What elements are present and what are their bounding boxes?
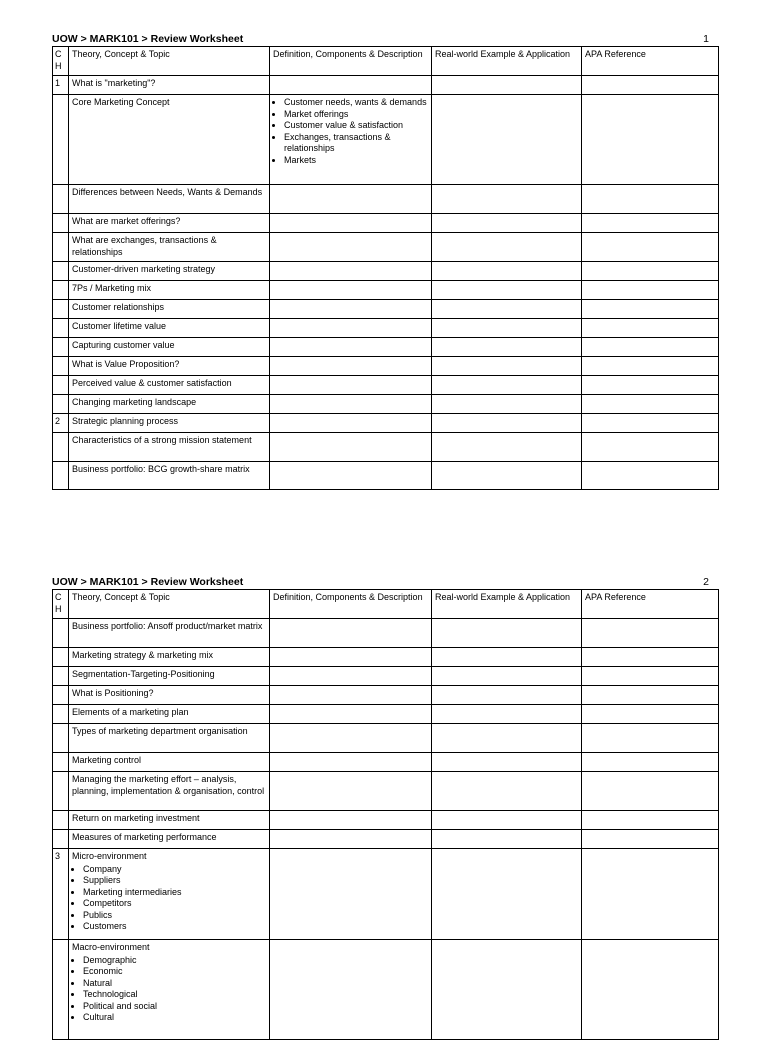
- topic-cell: [69, 940, 270, 1040]
- topic-text: What is "marketing"?: [72, 78, 156, 88]
- topic-cell: [69, 376, 270, 395]
- chapter-cell: [53, 462, 69, 490]
- definition-cell[interactable]: [270, 95, 432, 185]
- apa-reference-cell[interactable]: [582, 233, 719, 262]
- topic-cell: [69, 338, 270, 357]
- definition-cell[interactable]: [270, 281, 432, 300]
- topic-cell: [69, 414, 270, 433]
- definition-cell[interactable]: [270, 648, 432, 667]
- example-cell[interactable]: [432, 281, 582, 300]
- chapter-cell: [53, 319, 69, 338]
- worksheet-page-1: [52, 28, 719, 490]
- chapter-cell: [53, 233, 69, 262]
- apa-reference-cell[interactable]: [582, 185, 719, 214]
- table-row: [53, 357, 719, 376]
- chapter-cell: [53, 830, 69, 849]
- topic-cell: [69, 300, 270, 319]
- apa-reference-cell[interactable]: [582, 753, 719, 772]
- review-table: [52, 46, 719, 490]
- example-cell[interactable]: [432, 686, 582, 705]
- topic-text: What are market offerings?: [72, 216, 181, 226]
- column-header-topic: Theory, Concept & Topic: [69, 47, 270, 76]
- table-row: [53, 76, 719, 95]
- table-row: [53, 376, 719, 395]
- apa-reference-cell[interactable]: [582, 95, 719, 185]
- topic-text: Measures of marketing performance: [72, 832, 217, 842]
- topic-cell: [69, 648, 270, 667]
- definition-cell[interactable]: [270, 214, 432, 233]
- chapter-cell: [53, 185, 69, 214]
- chapter-cell: [53, 214, 69, 233]
- definition-bullet-item: • Market offerings: [284, 109, 428, 121]
- definition-cell[interactable]: [270, 724, 432, 753]
- topic-text: Types of marketing department organisation: [72, 726, 248, 736]
- topic-text: Core Marketing Concept: [72, 97, 170, 107]
- example-cell[interactable]: [432, 433, 582, 462]
- table-row: [53, 705, 719, 724]
- chapter-cell: [53, 667, 69, 686]
- topic-cell: [69, 76, 270, 95]
- chapter-cell: [53, 95, 69, 185]
- table-row: [53, 724, 719, 753]
- definition-cell[interactable]: [270, 940, 432, 1040]
- definition-cell[interactable]: [270, 462, 432, 490]
- definition-cell[interactable]: [270, 376, 432, 395]
- example-cell[interactable]: [432, 753, 582, 772]
- topic-text: 7Ps / Marketing mix: [72, 283, 152, 293]
- apa-reference-cell[interactable]: [582, 376, 719, 395]
- apa-reference-cell[interactable]: [582, 319, 719, 338]
- example-cell[interactable]: [432, 357, 582, 376]
- definition-cell[interactable]: [270, 772, 432, 811]
- chapter-cell: 2: [53, 414, 69, 433]
- topic-cell: [69, 281, 270, 300]
- apa-reference-cell[interactable]: [582, 462, 719, 490]
- table-row: [53, 940, 719, 1040]
- topic-cell: [69, 686, 270, 705]
- breadcrumb: UOW > MARK101 > Review Worksheet: [52, 576, 244, 588]
- table-row: [53, 462, 719, 490]
- chapter-cell: [53, 940, 69, 1040]
- chapter-cell: [53, 724, 69, 753]
- topic-bullet-item: • Economic: [83, 966, 266, 978]
- topic-text: Marketing control: [72, 755, 142, 765]
- example-cell[interactable]: [432, 300, 582, 319]
- example-cell[interactable]: [432, 95, 582, 185]
- apa-reference-cell[interactable]: [582, 338, 719, 357]
- topic-text: What is Value Proposition?: [72, 359, 180, 369]
- apa-reference-cell[interactable]: [582, 395, 719, 414]
- apa-reference-cell[interactable]: [582, 619, 719, 648]
- apa-reference-cell[interactable]: [582, 414, 719, 433]
- topic-text: Customer lifetime value: [72, 321, 167, 331]
- topic-cell: [69, 262, 270, 281]
- apa-reference-cell[interactable]: [582, 76, 719, 95]
- apa-reference-cell[interactable]: [582, 667, 719, 686]
- topic-text: Business portfolio: BCG growth-share matrix: [72, 464, 250, 474]
- definition-cell[interactable]: [270, 338, 432, 357]
- topic-cell: [69, 772, 270, 811]
- topic-text: Managing the marketing effort – analysis, planning, implementation & organisation, control: [72, 774, 265, 796]
- topic-cell: [69, 811, 270, 830]
- chapter-cell: 3: [53, 849, 69, 940]
- topic-cell: [69, 95, 270, 185]
- topic-text: Business portfolio: Ansoff product/market matrix: [72, 621, 263, 631]
- example-cell[interactable]: [432, 667, 582, 686]
- worksheet-page-2: [52, 571, 719, 1040]
- definition-cell[interactable]: [270, 849, 432, 940]
- example-cell[interactable]: [432, 414, 582, 433]
- table-row: [53, 811, 719, 830]
- topic-text: What is Positioning?: [72, 688, 154, 698]
- topic-text: Perceived value & customer satisfaction: [72, 378, 232, 388]
- topic-cell: [69, 724, 270, 753]
- definition-cell[interactable]: [270, 686, 432, 705]
- topic-bullet-item: • Competitors: [83, 898, 266, 910]
- table-row: [53, 281, 719, 300]
- column-header-ch: C H: [53, 47, 69, 76]
- topic-text: Capturing customer value: [72, 340, 175, 350]
- definition-bullet-item: • Customer needs, wants & demands: [284, 97, 428, 109]
- topic-cell: [69, 462, 270, 490]
- topic-bullet-list: [72, 955, 266, 1024]
- topic-cell: [69, 395, 270, 414]
- column-header-example: Real-world Example & Application: [432, 47, 582, 76]
- apa-reference-cell[interactable]: [582, 849, 719, 940]
- table-header-row: [53, 47, 719, 76]
- topic-cell: [69, 830, 270, 849]
- definition-bullet-item: • Exchanges, transactions & relationships: [284, 132, 428, 155]
- example-cell[interactable]: [432, 319, 582, 338]
- table-row: [53, 830, 719, 849]
- apa-reference-cell[interactable]: [582, 772, 719, 811]
- example-cell[interactable]: [432, 849, 582, 940]
- example-cell[interactable]: [432, 214, 582, 233]
- definition-cell[interactable]: [270, 753, 432, 772]
- topic-cell: [69, 753, 270, 772]
- apa-reference-cell[interactable]: [582, 214, 719, 233]
- definition-bullet-item: • Markets: [284, 155, 428, 167]
- topic-text: Macro-environment: [72, 942, 150, 952]
- topic-bullet-item: • Suppliers: [83, 875, 266, 887]
- example-cell[interactable]: [432, 338, 582, 357]
- table-row: [53, 433, 719, 462]
- chapter-cell: [53, 811, 69, 830]
- topic-text: Changing marketing landscape: [72, 397, 197, 407]
- column-header-example: Real-world Example & Application: [432, 590, 582, 619]
- example-cell[interactable]: [432, 376, 582, 395]
- topic-cell: [69, 849, 270, 940]
- definition-cell[interactable]: [270, 830, 432, 849]
- definition-cell[interactable]: [270, 414, 432, 433]
- topic-text: Elements of a marketing plan: [72, 707, 189, 717]
- chapter-cell: [53, 262, 69, 281]
- topic-cell: [69, 233, 270, 262]
- chapter-cell: [53, 376, 69, 395]
- topic-bullet-item: • Cultural: [83, 1012, 266, 1024]
- example-cell[interactable]: [432, 619, 582, 648]
- example-cell[interactable]: [432, 76, 582, 95]
- apa-reference-cell[interactable]: [582, 705, 719, 724]
- topic-cell: [69, 433, 270, 462]
- topic-bullet-item: • Publics: [83, 910, 266, 922]
- chapter-cell: [53, 395, 69, 414]
- apa-reference-cell[interactable]: [582, 300, 719, 319]
- chapter-cell: [53, 281, 69, 300]
- table-row: [53, 395, 719, 414]
- table-row: [53, 648, 719, 667]
- page-header: [52, 571, 719, 588]
- topic-bullet-list: [72, 864, 266, 933]
- table-row: [53, 185, 719, 214]
- example-cell[interactable]: [432, 940, 582, 1040]
- topic-bullet-item: • Customers: [83, 921, 266, 933]
- topic-text: Customer-driven marketing strategy: [72, 264, 216, 274]
- topic-text: Differences between Needs, Wants & Demands: [72, 187, 263, 197]
- topic-text: Segmentation-Targeting-Positioning: [72, 669, 215, 679]
- example-cell[interactable]: [432, 724, 582, 753]
- table-row: [53, 300, 719, 319]
- definition-cell[interactable]: [270, 319, 432, 338]
- definition-cell[interactable]: [270, 619, 432, 648]
- table-row: [53, 686, 719, 705]
- topic-cell: [69, 667, 270, 686]
- table-row: [53, 753, 719, 772]
- chapter-cell: [53, 338, 69, 357]
- chapter-cell: [53, 686, 69, 705]
- apa-reference-cell[interactable]: [582, 262, 719, 281]
- table-row: [53, 214, 719, 233]
- chapter-cell: [53, 648, 69, 667]
- example-cell[interactable]: [432, 233, 582, 262]
- breadcrumb: UOW > MARK101 > Review Worksheet: [52, 33, 244, 45]
- topic-bullet-item: • Company: [83, 864, 266, 876]
- table-row: [53, 319, 719, 338]
- review-table: [52, 589, 719, 1040]
- topic-text: Marketing strategy & marketing mix: [72, 650, 214, 660]
- page-number: 2: [703, 576, 709, 588]
- apa-reference-cell[interactable]: [582, 357, 719, 376]
- apa-reference-cell[interactable]: [582, 281, 719, 300]
- definition-bullet-list: [273, 97, 428, 166]
- topic-bullet-item: • Marketing intermediaries: [83, 887, 266, 899]
- topic-text: Customer relationships: [72, 302, 165, 312]
- column-header-definition: Definition, Components & Description: [270, 47, 432, 76]
- topic-bullet-item: • Natural: [83, 978, 266, 990]
- topic-cell: [69, 357, 270, 376]
- definition-cell[interactable]: [270, 433, 432, 462]
- chapter-cell: 1: [53, 76, 69, 95]
- definition-cell[interactable]: [270, 395, 432, 414]
- table-row: [53, 95, 719, 185]
- topic-bullet-item: • Technological: [83, 989, 266, 1001]
- column-header-definition: Definition, Components & Description: [270, 590, 432, 619]
- chapter-cell: [53, 357, 69, 376]
- definition-cell[interactable]: [270, 76, 432, 95]
- topic-text: Micro-environment: [72, 851, 147, 861]
- apa-reference-cell[interactable]: [582, 811, 719, 830]
- apa-reference-cell[interactable]: [582, 433, 719, 462]
- column-header-ch: C H: [53, 590, 69, 619]
- chapter-cell: [53, 300, 69, 319]
- example-cell[interactable]: [432, 395, 582, 414]
- chapter-cell: [53, 753, 69, 772]
- table-row: [53, 849, 719, 940]
- table-header-row: [53, 590, 719, 619]
- example-cell[interactable]: [432, 705, 582, 724]
- definition-bullet-item: • Customer value & satisfaction: [284, 120, 428, 132]
- topic-cell: [69, 214, 270, 233]
- definition-cell[interactable]: [270, 233, 432, 262]
- column-header-apa: APA Reference: [582, 47, 719, 76]
- chapter-cell: [53, 772, 69, 811]
- table-row: [53, 619, 719, 648]
- apa-reference-cell[interactable]: [582, 648, 719, 667]
- example-cell[interactable]: [432, 648, 582, 667]
- chapter-cell: [53, 705, 69, 724]
- topic-cell: [69, 705, 270, 724]
- example-cell[interactable]: [432, 185, 582, 214]
- definition-cell[interactable]: [270, 811, 432, 830]
- page-header: [52, 28, 719, 45]
- table-row: [53, 772, 719, 811]
- definition-cell[interactable]: [270, 262, 432, 281]
- definition-cell[interactable]: [270, 185, 432, 214]
- definition-cell[interactable]: [270, 300, 432, 319]
- topic-bullet-item: • Political and social: [83, 1001, 266, 1013]
- topic-text: Return on marketing investment: [72, 813, 200, 823]
- page-number: 1: [703, 33, 709, 45]
- topic-cell: [69, 619, 270, 648]
- column-header-apa: APA Reference: [582, 590, 719, 619]
- topic-text: Strategic planning process: [72, 416, 179, 426]
- apa-reference-cell[interactable]: [582, 724, 719, 753]
- definition-cell[interactable]: [270, 667, 432, 686]
- table-row: [53, 233, 719, 262]
- example-cell[interactable]: [432, 811, 582, 830]
- table-row: [53, 667, 719, 686]
- topic-text: Characteristics of a strong mission statement: [72, 435, 252, 445]
- example-cell[interactable]: [432, 830, 582, 849]
- topic-bullet-item: • Demographic: [83, 955, 266, 967]
- definition-cell[interactable]: [270, 705, 432, 724]
- topic-cell: [69, 319, 270, 338]
- chapter-cell: [53, 433, 69, 462]
- table-row: [53, 338, 719, 357]
- apa-reference-cell[interactable]: [582, 686, 719, 705]
- column-header-topic: Theory, Concept & Topic: [69, 590, 270, 619]
- definition-cell[interactable]: [270, 357, 432, 376]
- apa-reference-cell[interactable]: [582, 830, 719, 849]
- example-cell[interactable]: [432, 262, 582, 281]
- chapter-cell: [53, 619, 69, 648]
- apa-reference-cell[interactable]: [582, 940, 719, 1040]
- topic-cell: [69, 185, 270, 214]
- table-row: [53, 262, 719, 281]
- table-row: [53, 414, 719, 433]
- example-cell[interactable]: [432, 462, 582, 490]
- example-cell[interactable]: [432, 772, 582, 811]
- topic-text: What are exchanges, transactions & relationships: [72, 235, 217, 257]
